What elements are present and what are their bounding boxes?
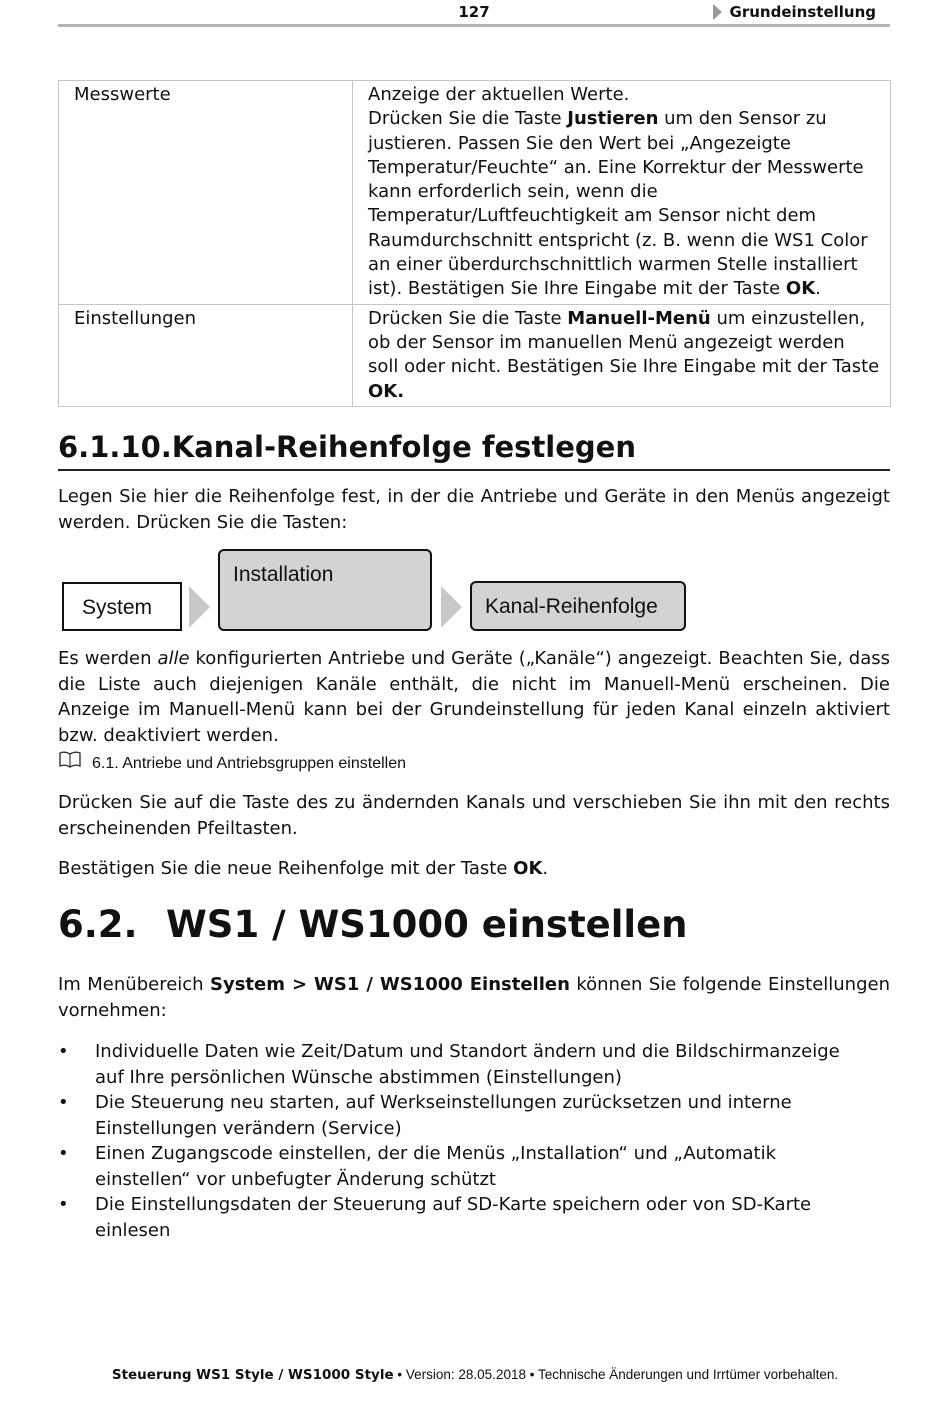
arrow-right-icon <box>189 586 210 628</box>
table-row <box>59 81 891 305</box>
settings-bullet-list <box>58 1039 858 1243</box>
bullet-icon: • <box>58 1092 69 1113</box>
list-item: • Die Einstellungsdaten der Steuerung auf SD-Karte speichern oder von SD-Karte einlesen <box>58 1194 812 1241</box>
main-section-heading <box>58 903 688 946</box>
list-item: • Einen Zugangscode einstellen, der die Menüs „Installation“ und „Automatik einstellen“ vor unbefugter Änderung schützt <box>58 1143 777 1190</box>
section-number: 6.2. <box>58 903 138 946</box>
page-header <box>58 0 890 26</box>
settings-table <box>58 80 891 407</box>
bullet-icon: • <box>58 1041 69 1062</box>
bullet-icon: • <box>58 1194 69 1215</box>
kanal-reihenfolge-button: Kanal-Reihenfolge <box>470 581 686 631</box>
table-value: Drücken Sie die Taste Manuell-Menü um einzustellen, ob der Sensor im manuellen Menü angezeigt werden soll oder nicht. Bestätigen Sie Ihre Eingabe mit der Taste OK. <box>353 304 891 406</box>
list-item: • Die Steuerung neu starten, auf Werkseinstellungen zurücksetzen und interne Einstellungen verändern (Service) <box>58 1092 792 1139</box>
cross-reference-text: 6.1. Antriebe und Antriebsgruppen einstellen <box>92 755 407 772</box>
table-key: Einstellungen <box>59 304 353 406</box>
page-footer <box>0 1367 950 1383</box>
table-key: Messwerte <box>59 81 353 305</box>
section-title: WS1 / WS1000 einstellen <box>166 903 688 946</box>
heading-rule <box>58 469 890 471</box>
list-item: • Individuelle Daten wie Zeit/Datum und Standort ändern und die Bildschirmanzeige auf Ihre persönlichen Wünsche abstimmen (Einstellungen) <box>58 1041 840 1088</box>
book-icon <box>58 750 84 773</box>
intro-paragraph: Legen Sie hier die Reihenfolge fest, in der die Antriebe und Geräte in den Menüs angezeigt werden. Drücken Sie die Tasten: <box>58 486 890 533</box>
installation-button: Installation <box>218 549 432 631</box>
chapter-label: Grundeinstellung <box>729 3 876 21</box>
page-number: 127 <box>458 3 490 21</box>
arrow-right-icon <box>441 586 462 628</box>
system-button: System <box>62 582 182 631</box>
settings-intro-paragraph: Im Menübereich System > WS1 / WS1000 Einstellen können Sie folgende Einstellungen vornehmen: <box>58 974 890 1021</box>
channels-paragraph: Es werden alle konfigurierten Antriebe und Geräte („Kanäle“) angezeigt. Beachten Sie, dass die Liste auch diejenigen Kanäle enthält, die nicht im Manuell-Menü erscheinen. Die Anzeige im Manuell-Menü kann bei der Grundeinstellung für jeden Kanal einzeln aktiviert bzw. deaktiviert werden. <box>58 648 890 746</box>
header-rule <box>58 24 890 27</box>
bullet-icon: • <box>58 1143 69 1164</box>
section-heading: 6.1.10.Kanal-Reihenfolge festlegen <box>58 430 636 464</box>
move-channel-paragraph: Drücken Sie auf die Taste des zu ändernden Kanals und verschieben Sie ihn mit den rechts erscheinenden Pfeiltasten. <box>58 792 890 839</box>
table-row <box>59 304 891 406</box>
confirm-paragraph: Bestätigen Sie die neue Reihenfolge mit der Taste OK. <box>58 858 549 879</box>
footer-version: • Version: 28.05.2018 • Technische Änderungen und Irrtümer vorbehalten. <box>393 1367 839 1382</box>
table-value: Anzeige der aktuellen Werte. Drücken Sie die Taste Justieren um den Sensor zu justieren. Passen Sie den Wert bei „Angezeigte Temperatur/Feuchte“ an. Eine Korrektur der Messwerte kann erforderlich sein, wenn die Temperatur/Luftfeuchtigkeit am Sensor nicht dem Raumdurchschnitt entspricht (z. B. wenn die WS1 Color an einer überdurchschnittlich warmen Stelle installiert ist). Bestätigen Sie Ihre Eingabe mit der Taste OK. <box>353 81 891 305</box>
footer-product: Steuerung WS1 Style / WS1000 Style <box>111 1367 394 1383</box>
cross-reference <box>58 750 406 773</box>
